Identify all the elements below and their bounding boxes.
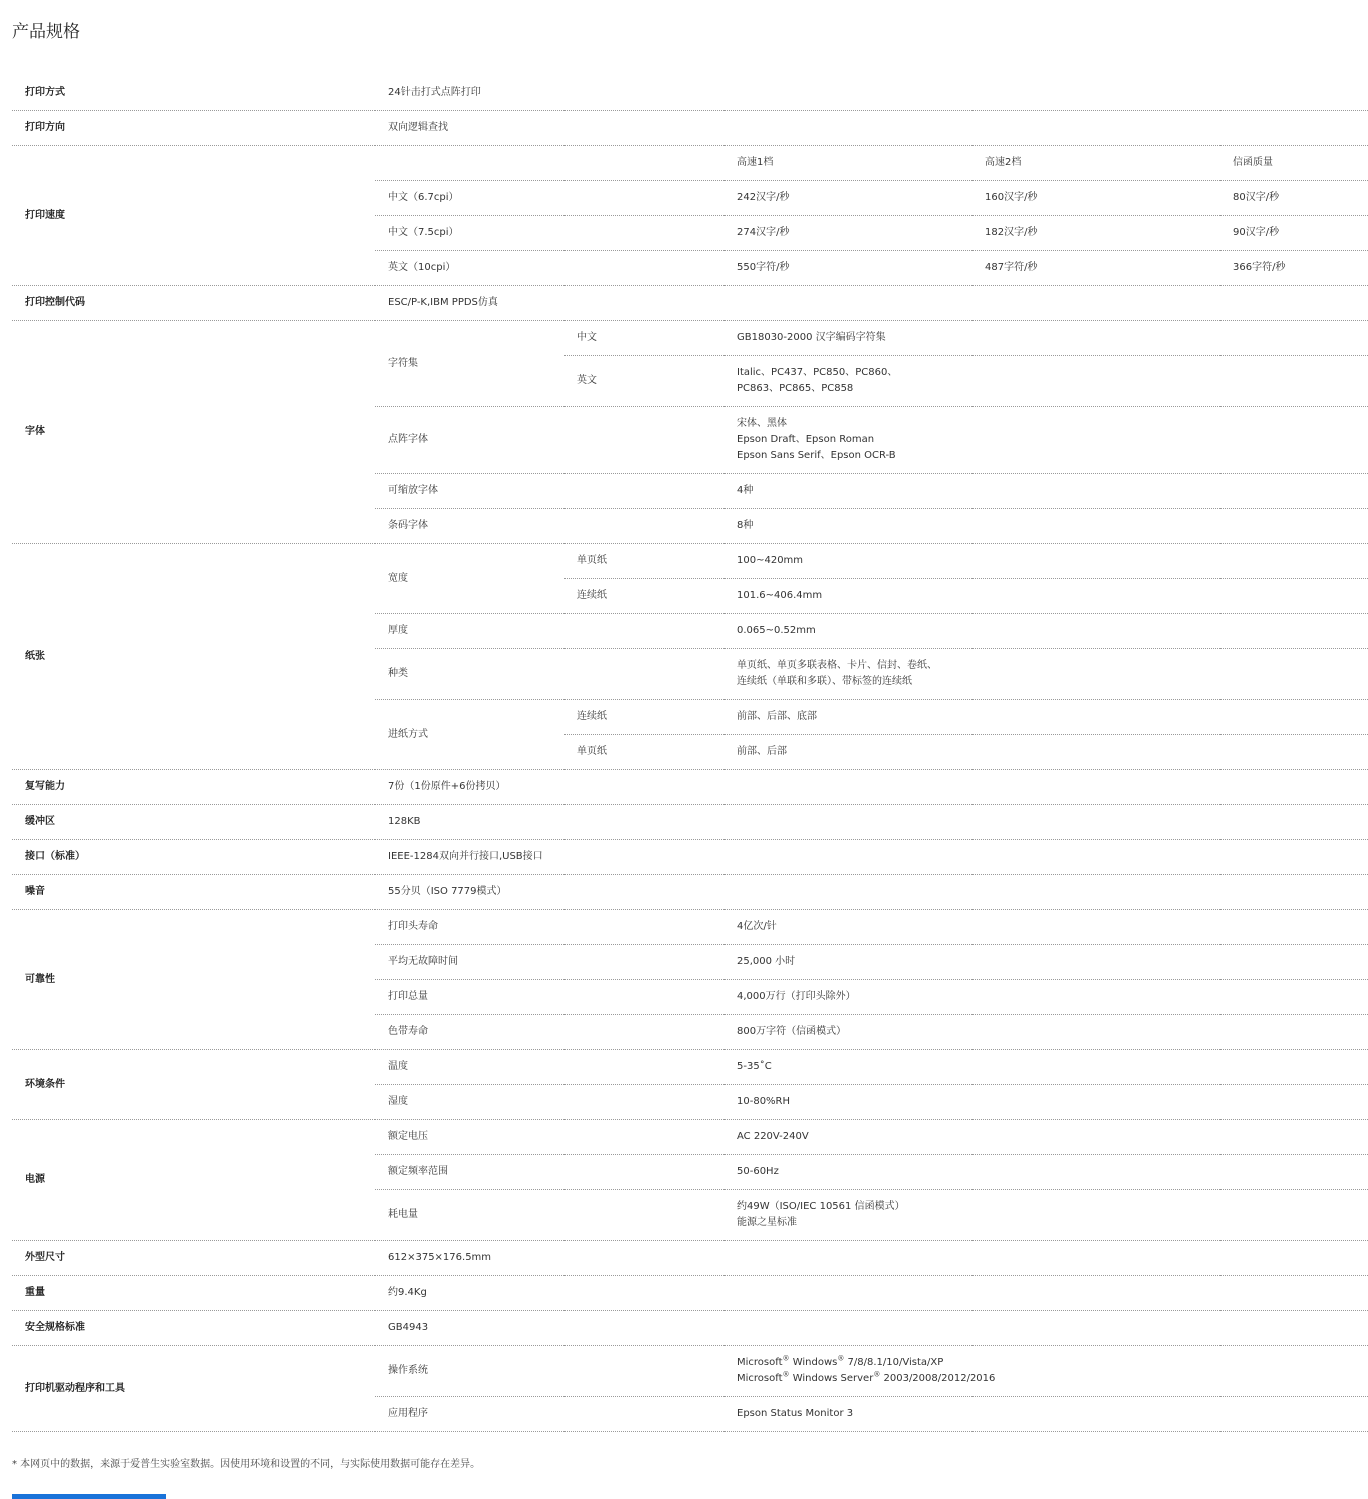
sub-label: 操作系统 bbox=[375, 1346, 724, 1397]
sub-sub-label: 单页纸 bbox=[564, 544, 724, 579]
speed-value: 80汉字/秒 bbox=[1220, 181, 1368, 216]
spec-value: 24针击打式点阵打印 bbox=[375, 76, 1368, 111]
value-line: 单页纸、单页多联表格、卡片、信封、卷纸、 bbox=[737, 660, 937, 671]
spec-value: 前部、后部 bbox=[724, 735, 1368, 770]
spec-value bbox=[724, 407, 1368, 474]
sub-label: 平均无故障时间 bbox=[375, 945, 724, 980]
speed-value: 90汉字/秒 bbox=[1220, 216, 1368, 251]
spec-value: GB4943 bbox=[375, 1311, 1368, 1346]
spec-value: 101.6~406.4mm bbox=[724, 579, 1368, 614]
row-power-voltage bbox=[12, 1120, 1368, 1155]
spec-label: 电源 bbox=[12, 1120, 375, 1241]
speed-row-label: 中文（7.5cpi） bbox=[375, 216, 724, 251]
row-copy bbox=[12, 770, 1368, 805]
spec-value: 双向逻辑查找 bbox=[375, 111, 1368, 146]
sub-label: 打印头寿命 bbox=[375, 910, 724, 945]
spec-label: 缓冲区 bbox=[12, 805, 375, 840]
spec-value: 4种 bbox=[724, 474, 1368, 509]
spec-value bbox=[724, 1346, 1368, 1397]
os-versions: 7/8/8.1/10/Vista/XP bbox=[844, 1357, 944, 1368]
value-line bbox=[737, 1355, 1368, 1371]
speed-header: 高速1档 bbox=[724, 146, 972, 181]
sub-sub-label: 连续纸 bbox=[564, 579, 724, 614]
sub-label: 可缩放字体 bbox=[375, 474, 724, 509]
value-line: PC863、PC865、PC858 bbox=[737, 383, 854, 394]
speed-value: 242汉字/秒 bbox=[724, 181, 972, 216]
sub-label: 进纸方式 bbox=[375, 700, 564, 770]
spec-value: 前部、后部、底部 bbox=[724, 700, 1368, 735]
row-print-direction bbox=[12, 111, 1368, 146]
spec-label: 噪音 bbox=[12, 875, 375, 910]
spec-value bbox=[724, 649, 1368, 700]
spec-label: 打印机驱动程序和工具 bbox=[12, 1346, 375, 1432]
spec-value: 约9.4Kg bbox=[375, 1276, 1368, 1311]
row-buffer bbox=[12, 805, 1368, 840]
speed-row-label: 中文（6.7cpi） bbox=[375, 181, 724, 216]
value-line: 能源之星标准 bbox=[737, 1217, 797, 1228]
registered-mark: ® bbox=[837, 1354, 845, 1363]
spec-label: 纸张 bbox=[12, 544, 375, 770]
value-line: Italic、PC437、PC850、PC860、 bbox=[737, 367, 898, 378]
spec-value: 10-80%RH bbox=[724, 1085, 1368, 1120]
spec-value: 128KB bbox=[375, 805, 1368, 840]
spec-label: 安全规格标准 bbox=[12, 1311, 375, 1346]
spec-label: 接口（标准） bbox=[12, 840, 375, 875]
spec-value: 0.065~0.52mm bbox=[724, 614, 1368, 649]
sub-sub-label: 连续纸 bbox=[564, 700, 724, 735]
sub-label: 打印总量 bbox=[375, 980, 724, 1015]
spec-label: 字体 bbox=[12, 321, 375, 544]
row-interface bbox=[12, 840, 1368, 875]
sub-label: 宽度 bbox=[375, 544, 564, 614]
sub-label: 种类 bbox=[375, 649, 724, 700]
os-product: Windows bbox=[789, 1357, 838, 1368]
spec-value: ESC/P-K,IBM PPDS仿真 bbox=[375, 286, 1368, 321]
spec-label: 复写能力 bbox=[12, 770, 375, 805]
value-line: 连续纸（单联和多联）、带标签的连续纸 bbox=[737, 676, 912, 687]
row-dimensions bbox=[12, 1241, 1368, 1276]
value-line: 约49W（ISO/IEC 10561 信函模式） bbox=[737, 1201, 905, 1212]
os-brand: Microsoft bbox=[737, 1373, 783, 1384]
spec-value: 7份（1份原件+6份拷贝） bbox=[375, 770, 1368, 805]
spec-label: 打印方式 bbox=[12, 76, 375, 111]
spec-value: 612×375×176.5mm bbox=[375, 1241, 1368, 1276]
spec-label: 打印控制代码 bbox=[12, 286, 375, 321]
spec-label: 打印速度 bbox=[12, 146, 375, 286]
speed-value: 550字符/秒 bbox=[724, 251, 972, 286]
os-product: Windows Server bbox=[789, 1373, 874, 1384]
spec-value: 50-60Hz bbox=[724, 1155, 1368, 1190]
speed-header: 高速2档 bbox=[972, 146, 1220, 181]
row-print-speed-header bbox=[12, 146, 1368, 181]
row-paper-width-sheet bbox=[12, 544, 1368, 579]
value-line bbox=[737, 1371, 1368, 1387]
row-noise bbox=[12, 875, 1368, 910]
sub-label: 应用程序 bbox=[375, 1397, 724, 1432]
sub-label: 额定电压 bbox=[375, 1120, 724, 1155]
row-weight bbox=[12, 1276, 1368, 1311]
speed-value: 182汉字/秒 bbox=[972, 216, 1220, 251]
spec-value: 4,000万行（打印头除外） bbox=[724, 980, 1368, 1015]
registered-mark: ® bbox=[782, 1354, 790, 1363]
value-line: Epson Sans Serif、Epson OCR-B bbox=[737, 450, 896, 461]
spec-value: 4亿次/针 bbox=[724, 910, 1368, 945]
registered-mark: ® bbox=[782, 1370, 790, 1379]
spec-value: 100~420mm bbox=[724, 544, 1368, 579]
row-reliability bbox=[12, 910, 1368, 945]
sub-label: 条码字体 bbox=[375, 509, 724, 544]
spec-label: 打印方向 bbox=[12, 111, 375, 146]
value-line: 宋体、黑体 bbox=[737, 418, 787, 429]
sub-label: 字符集 bbox=[375, 321, 564, 407]
speed-row-label: 英文（10cpi） bbox=[375, 251, 724, 286]
spec-value: 5-35˚C bbox=[724, 1050, 1368, 1085]
spec-label: 可靠性 bbox=[12, 910, 375, 1050]
spec-value: Epson Status Monitor 3 bbox=[724, 1397, 1368, 1432]
speed-header: 信函质量 bbox=[1220, 146, 1368, 181]
accent-bar bbox=[12, 1494, 166, 1499]
speed-value: 487字符/秒 bbox=[972, 251, 1220, 286]
spec-table bbox=[12, 76, 1368, 1432]
value-line: Epson Draft、Epson Roman bbox=[737, 434, 875, 445]
sub-label: 色带寿命 bbox=[375, 1015, 724, 1050]
sub-label: 点阵字体 bbox=[375, 407, 724, 474]
page-title: 产品规格 bbox=[12, 22, 80, 43]
spec-value: GB18030-2000 汉字编码字符集 bbox=[724, 321, 1368, 356]
spec-value: 800万字符（信函模式） bbox=[724, 1015, 1368, 1050]
row-driver-os bbox=[12, 1346, 1368, 1397]
sub-label: 温度 bbox=[375, 1050, 724, 1085]
row-environment bbox=[12, 1050, 1368, 1085]
speed-value: 366字符/秒 bbox=[1220, 251, 1368, 286]
sub-label: 湿度 bbox=[375, 1085, 724, 1120]
spec-value bbox=[724, 1190, 1368, 1241]
spec-label: 外型尺寸 bbox=[12, 1241, 375, 1276]
spec-value: 55分贝（ISO 7779模式） bbox=[375, 875, 1368, 910]
sub-sub-label: 中文 bbox=[564, 321, 724, 356]
sub-sub-label: 单页纸 bbox=[564, 735, 724, 770]
spec-label: 环境条件 bbox=[12, 1050, 375, 1120]
sub-label: 耗电量 bbox=[375, 1190, 724, 1241]
row-print-method bbox=[12, 76, 1368, 111]
spec-value bbox=[724, 356, 1368, 407]
row-font-charset-cn bbox=[12, 321, 1368, 356]
os-brand: Microsoft bbox=[737, 1357, 783, 1368]
spec-value: AC 220V-240V bbox=[724, 1120, 1368, 1155]
spec-value: 8种 bbox=[724, 509, 1368, 544]
footnote: * 本网页中的数据，来源于爱普生实验室数据。因使用环境和设置的不同，与实际使用数据可能存在差异。 bbox=[12, 1459, 481, 1470]
spec-value: 25,000 小时 bbox=[724, 945, 1368, 980]
speed-value: 274汉字/秒 bbox=[724, 216, 972, 251]
speed-header-blank bbox=[375, 146, 724, 181]
row-control-code bbox=[12, 286, 1368, 321]
spec-value: IEEE-1284双向并行接口,USB接口 bbox=[375, 840, 1368, 875]
sub-label: 额定频率范围 bbox=[375, 1155, 724, 1190]
registered-mark: ® bbox=[873, 1370, 881, 1379]
sub-label: 厚度 bbox=[375, 614, 724, 649]
os-versions: 2003/2008/2012/2016 bbox=[880, 1373, 996, 1384]
speed-value: 160汉字/秒 bbox=[972, 181, 1220, 216]
sub-sub-label: 英文 bbox=[564, 356, 724, 407]
row-safety bbox=[12, 1311, 1368, 1346]
spec-label: 重量 bbox=[12, 1276, 375, 1311]
